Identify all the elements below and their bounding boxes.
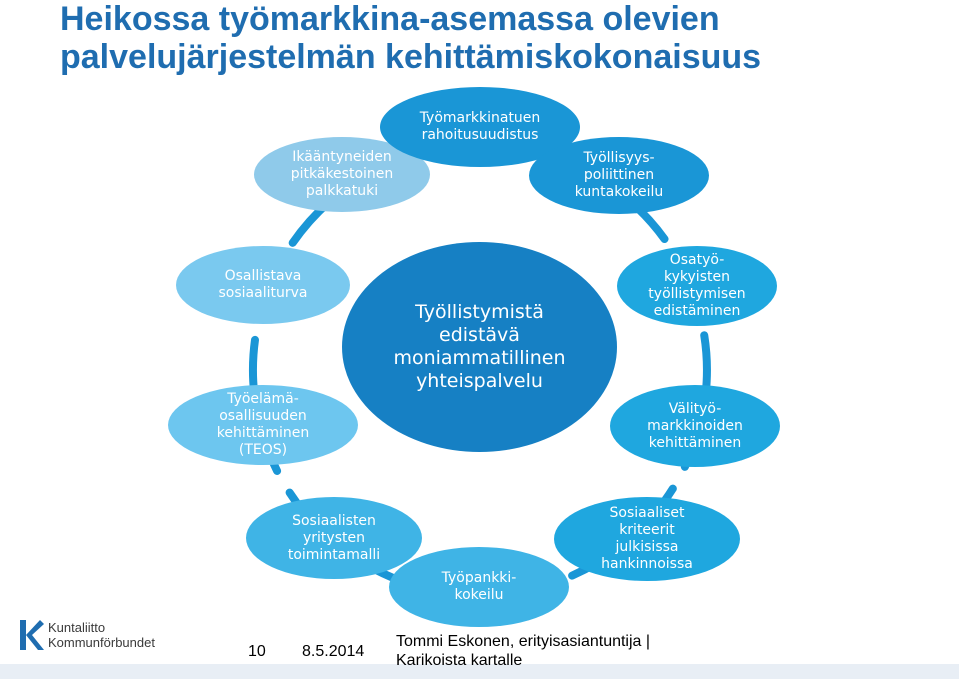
kuntaliitto-logo — [18, 618, 155, 652]
node-rahoitusuudistus: Työmarkkinatuen rahoitusuudistus — [380, 87, 580, 167]
title-line-2: palvelujärjestelmän kehittämiskokonaisuus — [60, 38, 762, 76]
node-sosiaaliset-kriteerit: Sosiaaliset kriteerit julkisissa hankinnoissa — [554, 497, 740, 581]
node-palkkatuki: Ikääntyneiden pitkäkestoinen palkkatuki — [254, 137, 430, 212]
node-valityomarkkinat: Välityö- markkinoiden kehittäminen — [610, 385, 780, 467]
node-sosiaaliset-yritykset: Sosiaalisten yritysten toimintamalli — [246, 497, 422, 579]
logo-line-1: Kuntaliitto — [48, 620, 106, 635]
node-teos: Työelämä- osallisuuden kehittäminen (TEOS) — [168, 385, 358, 465]
center-node: Työllistymistä edistävä moniammatillinen yhteispalvelu — [342, 242, 617, 452]
title-line-1: Heikossa työmarkkina-asemassa olevien — [60, 0, 720, 38]
node-kuntakokeilu: Työllisyys- poliittinen kuntakokeilu — [529, 137, 709, 214]
page-number: 10 — [248, 643, 266, 660]
node-tyopankki: Työpankki- kokeilu — [389, 547, 569, 627]
kuntaliitto-logo-icon — [18, 618, 44, 652]
logo-line-2: Kommunförbundet — [48, 635, 155, 650]
node-sosiaaliturva: Osallistava sosiaaliturva — [176, 246, 350, 324]
author-line-1: Tommi Eskonen, erityisasiantuntija | — [396, 633, 651, 650]
author-line-2: Karikoista kartalle — [396, 652, 523, 669]
node-osatyokykyiset: Osatyö- kykyisten työllistymisen edistäminen — [617, 246, 777, 326]
slide-date: 8.5.2014 — [302, 643, 365, 660]
logo-text — [48, 620, 155, 650]
